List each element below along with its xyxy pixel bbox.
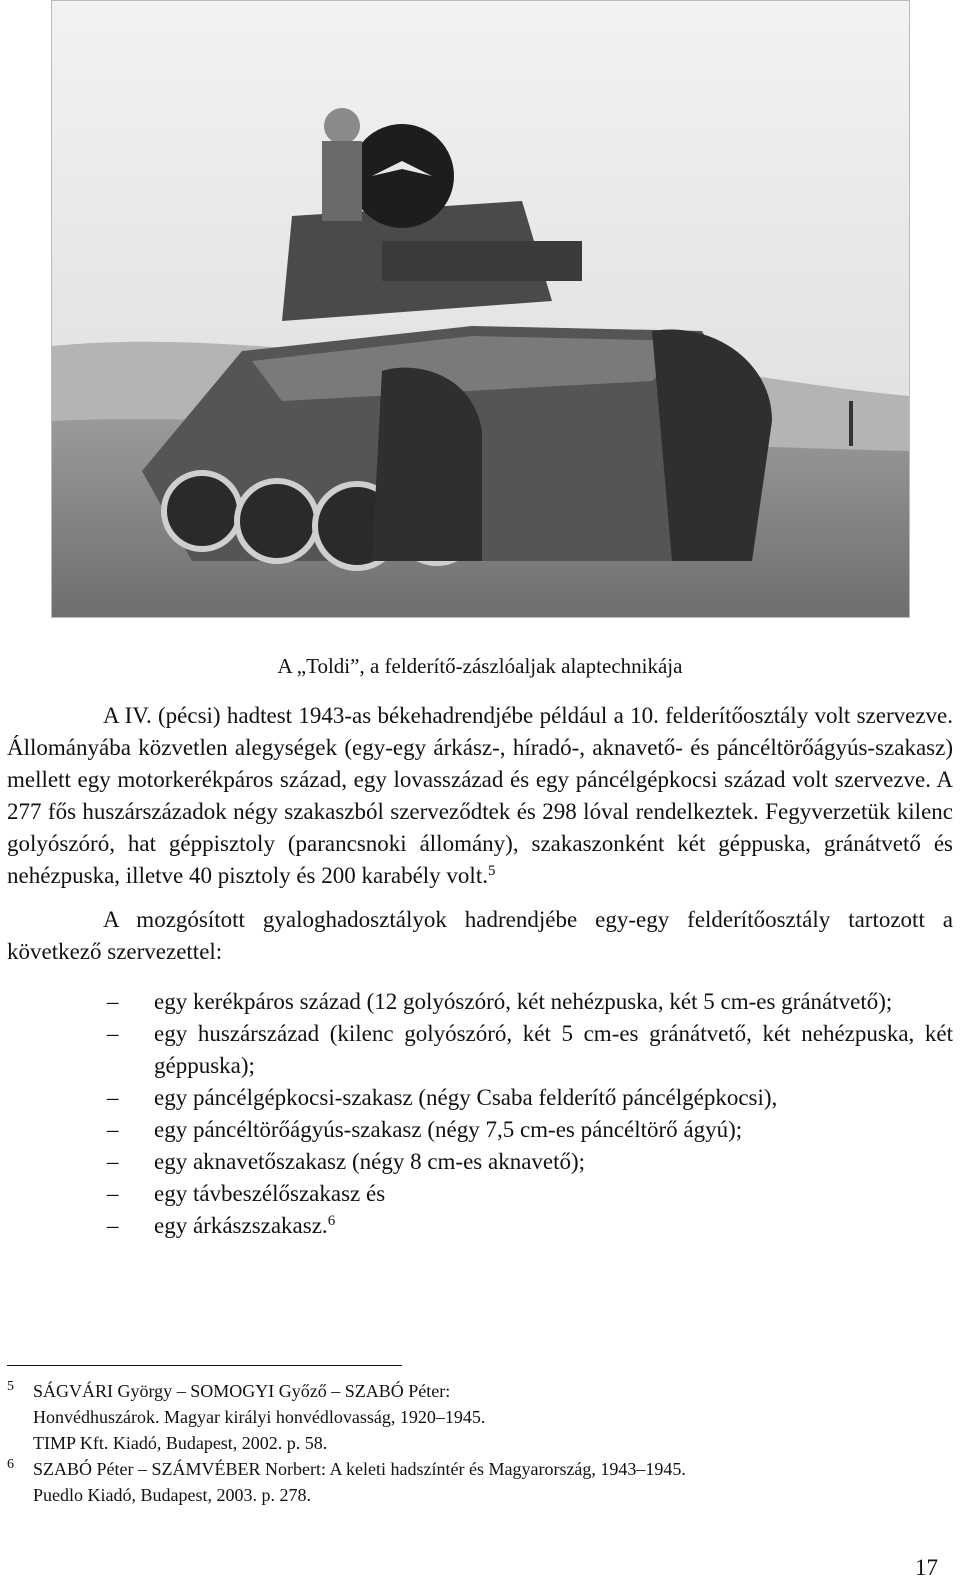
author-given: Norbert:: [265, 1459, 326, 1479]
author-surname: ÁGVÁRI: [43, 1381, 114, 1401]
footnote-ref-6: 6: [327, 1213, 336, 1229]
author-surname: ZÁMVÉBER: [161, 1459, 261, 1479]
author-given: Péter: [96, 1459, 134, 1479]
footnote-6-authors: [33, 1456, 907, 1482]
footnote-number: 6: [7, 1457, 14, 1472]
author-initial: S: [344, 1381, 355, 1401]
author-separator: –: [176, 1381, 186, 1401]
unit-list: [7, 986, 953, 1242]
list-item-text: egy távbeszélőszakasz és: [154, 1181, 386, 1206]
list-item-last-text: egy árkászszakasz.: [154, 1213, 328, 1238]
author-initial: S: [190, 1381, 201, 1401]
author-given: Győző: [278, 1381, 327, 1401]
list-dash: –: [107, 1021, 119, 1046]
paragraph-2: A mozgósított gyaloghadosztályok hadrendjébe egy-egy felderítőosztály tartozott a következő szervezettel:: [7, 907, 953, 964]
author-initial: S: [33, 1459, 44, 1479]
footnote-ref-5: 5: [487, 863, 496, 879]
page-number: 17: [915, 1555, 938, 1580]
footnotes: [7, 1378, 907, 1508]
author-initial: S: [151, 1459, 162, 1479]
list-item-text: egy huszárszázad (kilenc golyószóró, két 5 cm-es gránátvető, két nehézpuska, két géppuska);: [154, 1021, 953, 1078]
paragraph-1-text: A IV. (pécsi) hadtest 1943-as békehadrendjébe például a 10. felderítőosztály volt szervezve. Állományába közvetlen alegységek (egy-egy árkász-, híradó-, aknavető- és páncéltörőágyús-szakasz) mellett egy motorkerékpáros század, egy lovasszázad és egy páncélgépkocsi század volt szervezve. A 277 fős huszárszázadok négy szakaszból szerveződtek és 298 lóval rendelkeztek. Fegyverzetük kilenc golyószóró, hat géppisztoly (parancsnoki állomány), szakaszonként két géppuska, gránátvető és nehézpuska, illetve 40 pisztoly és 200 karabély volt.: [7, 703, 953, 888]
footnote-5-publisher: TIMP Kft. Kiadó, Budapest, 2002. p. 58.: [33, 1433, 328, 1453]
main-text: [7, 700, 953, 1242]
author-surname: OMOGYI: [200, 1381, 275, 1401]
author-separator: –: [331, 1381, 341, 1401]
list-dash: –: [107, 989, 119, 1014]
paragraph-1: [7, 700, 953, 892]
list-dash: –: [107, 1085, 119, 1110]
author-surname: ZABÓ: [43, 1459, 93, 1479]
list-item-text: [154, 1210, 953, 1242]
list-dash: –: [107, 1213, 119, 1238]
footnote-6-publisher: Puedlo Kiadó, Budapest, 2003. p. 278.: [33, 1485, 311, 1505]
footnote-6: [7, 1456, 907, 1508]
footnote-6-title: A keleti hadszíntér és Magyarország, 1943–1945.: [329, 1459, 686, 1479]
list-item-text: egy aknavetőszakasz (négy 8 cm-es aknavető);: [154, 1149, 586, 1174]
tank-photo-illustration: [52, 1, 909, 617]
list-item-text: egy páncéltörőágyús-szakasz (négy 7,5 cm-es páncéltörő ágyú);: [154, 1117, 743, 1142]
list-dash: –: [107, 1149, 119, 1174]
author-surname: ZABÓ: [354, 1381, 404, 1401]
photo-caption: A „Toldi”, a felderítő-zászlóaljak alaptechnikája: [277, 654, 683, 678]
list-item: [7, 1210, 953, 1242]
footnote-number: 5: [7, 1379, 14, 1394]
footnote-divider: [7, 1365, 402, 1366]
list-item-text: egy kerékpáros század (12 golyószóró, két nehézpuska, két 5 cm-es gránátvető);: [154, 989, 893, 1014]
list-item: [7, 986, 953, 1018]
list-item: [7, 1178, 953, 1210]
author-given: Péter:: [408, 1381, 451, 1401]
author-initial: S: [33, 1381, 44, 1401]
list-item: [7, 1146, 953, 1178]
author-separator: –: [138, 1459, 147, 1479]
footnote-5: [7, 1378, 907, 1456]
list-item: [7, 1114, 953, 1146]
footnote-5-authors: [33, 1378, 907, 1404]
list-item: [7, 1082, 953, 1114]
footnote-5-title: Honvédhuszárok. Magyar királyi honvédlovasság, 1920–1945.: [33, 1407, 486, 1427]
list-dash: –: [107, 1181, 119, 1206]
list-item: [7, 1018, 953, 1082]
list-item-text: egy páncélgépkocsi-szakasz (négy Csaba felderítő páncélgépkocsi),: [154, 1085, 778, 1110]
author-given: György: [117, 1381, 173, 1401]
list-dash: –: [107, 1117, 119, 1142]
tank-photo: [51, 0, 910, 618]
